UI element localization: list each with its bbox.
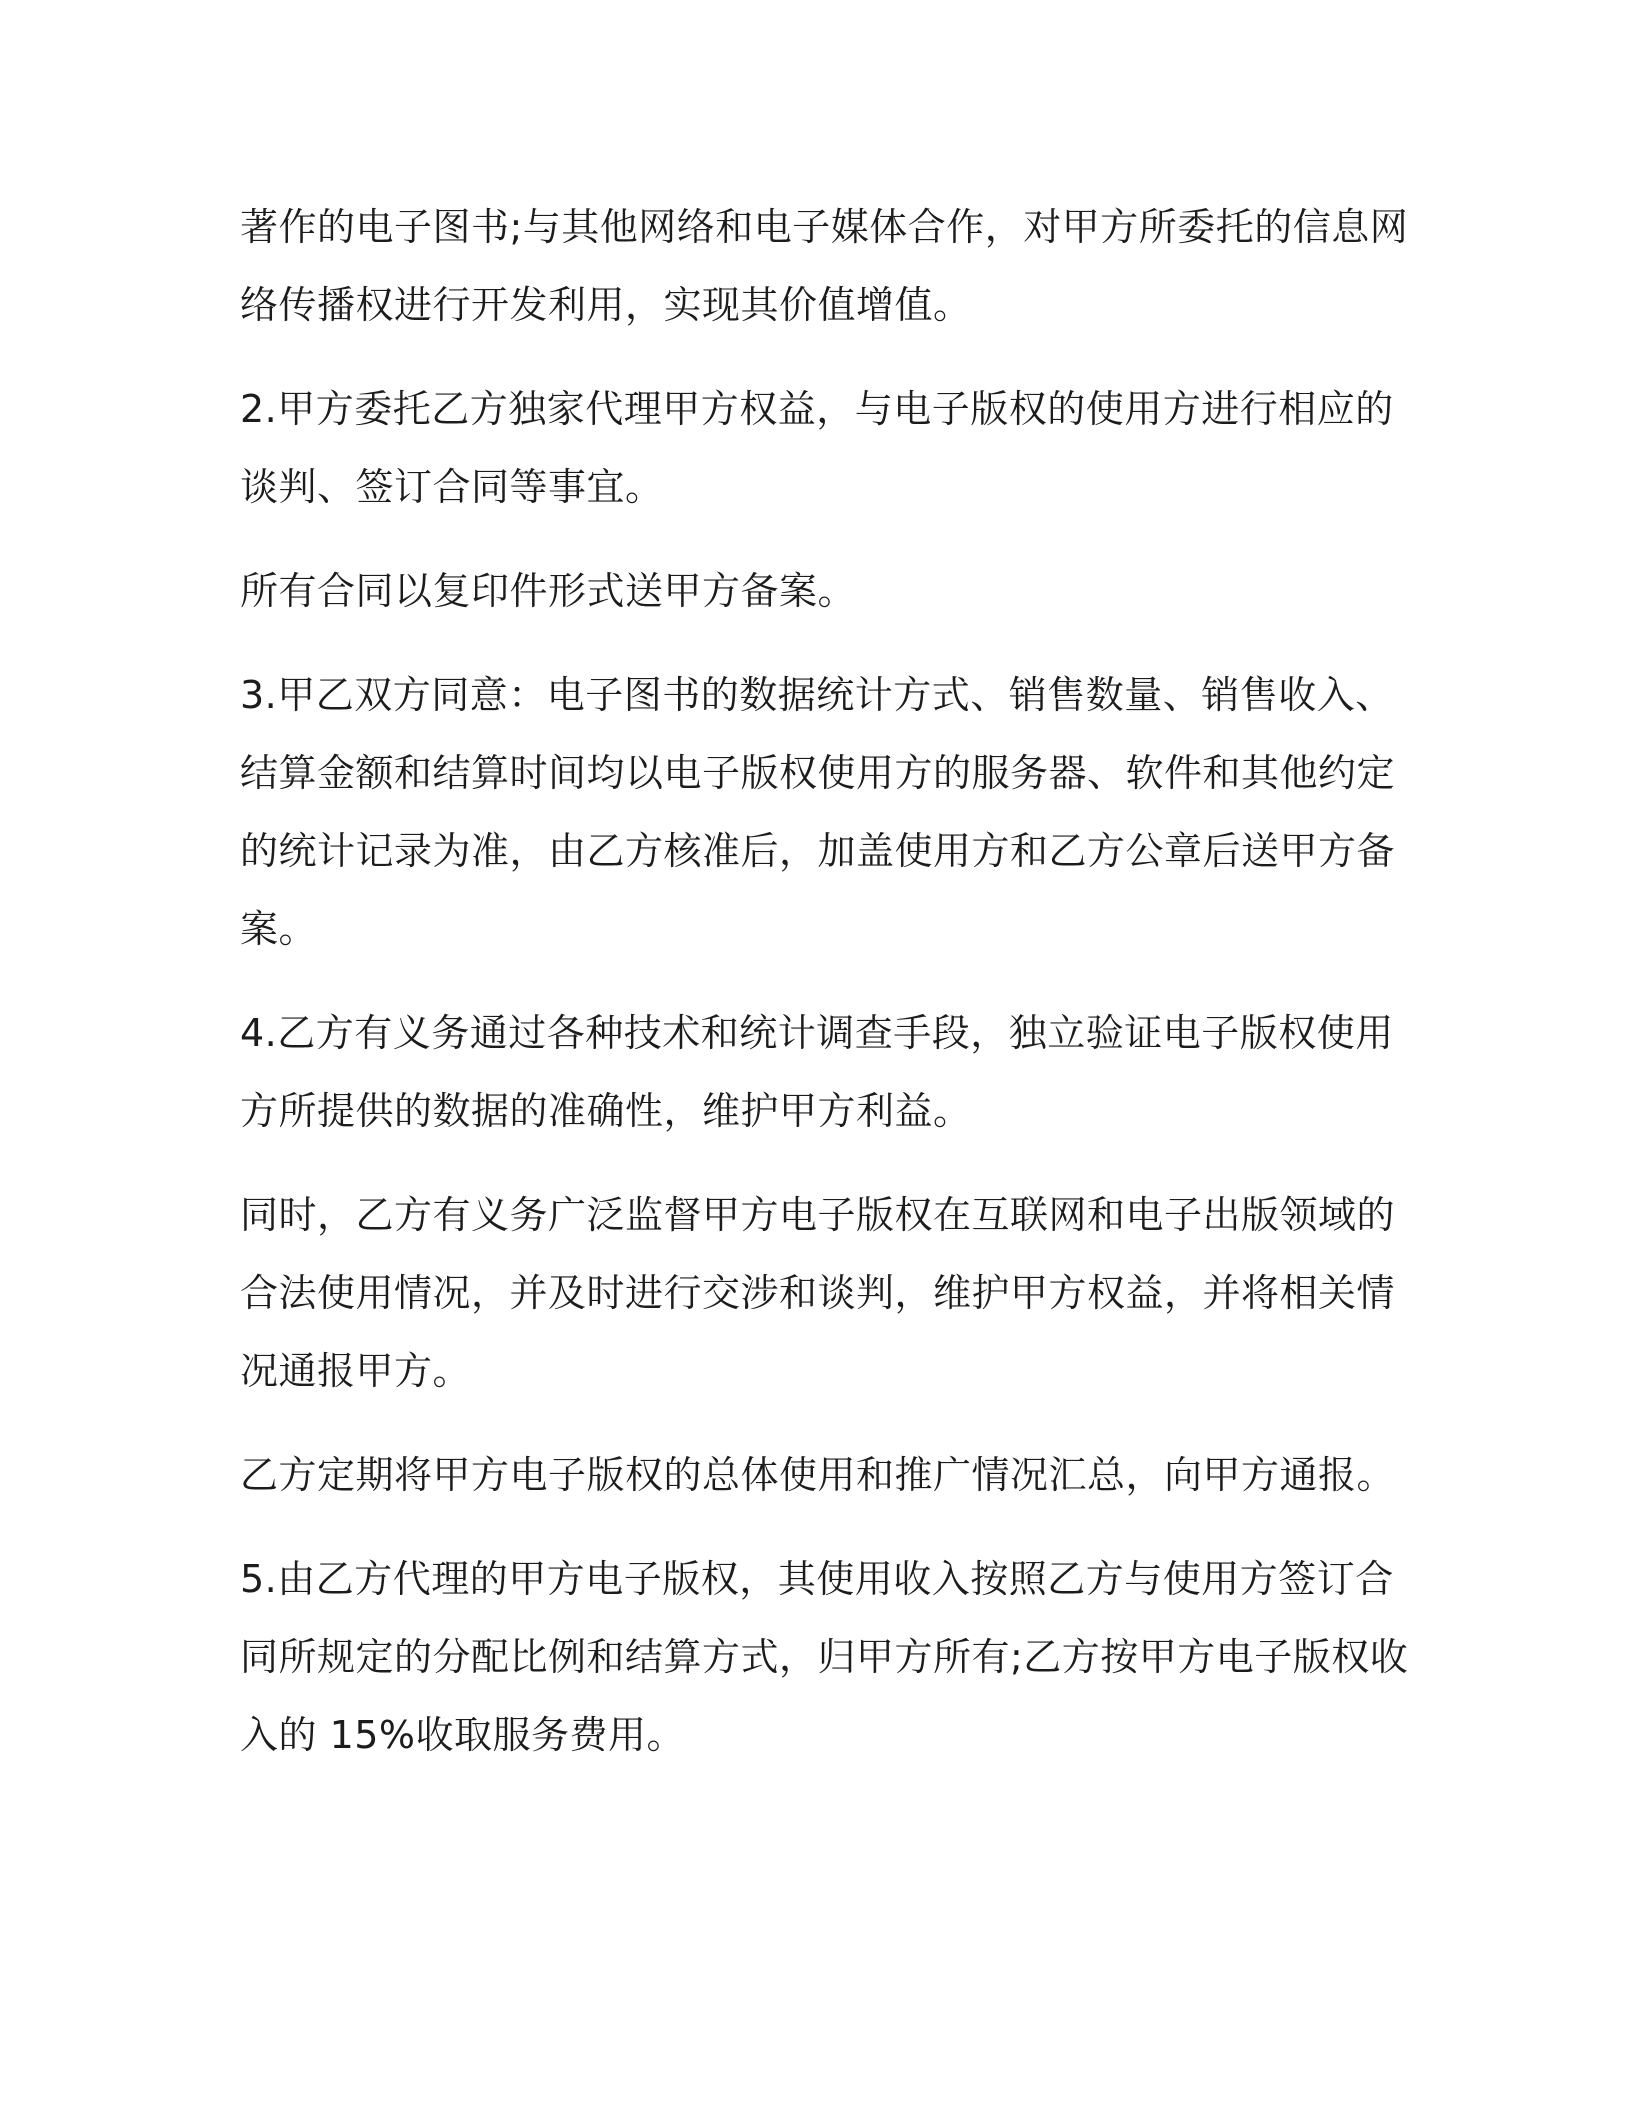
paragraph-periodic-report: [240, 1436, 1396, 1514]
paragraph-1: [240, 188, 1409, 344]
text-line: 况通报甲方。: [240, 1349, 472, 1393]
paragraph-clause-3: [240, 656, 1396, 968]
text-line: 结算金额和结算时间均以电子版权使用方的服务器、软件和其他约定: [240, 751, 1396, 795]
text-line: 2.甲方委托乙方独家代理甲方权益，与电子版权的使用方进行相应的: [240, 387, 1394, 431]
paragraph-contract-filing: [240, 552, 1390, 630]
text-line: 入的 15%收取服务费用。: [240, 1713, 686, 1757]
paragraph-clause-5: [240, 1540, 1409, 1774]
paragraph-supervision: [240, 1176, 1396, 1410]
text-line: 的统计记录为准，由乙方核准后，加盖使用方和乙方公章后送甲方备: [240, 829, 1396, 873]
text-line: 5.由乙方代理的甲方电子版权，其使用收入按照乙方与使用方签订合: [240, 1557, 1394, 1601]
text-line: 方所提供的数据的准确性，维护甲方利益。: [240, 1089, 972, 1133]
text-line: 著作的电子图书;与其他网络和电子媒体合作，对甲方所委托的信息网: [240, 205, 1409, 249]
text-line: 谈判、签订合同等事宜。: [240, 465, 664, 509]
text-line: 同时，乙方有义务广泛监督甲方电子版权在互联网和电子出版领域的: [240, 1193, 1396, 1237]
text-line: 同所规定的分配比例和结算方式，归甲方所有;乙方按甲方电子版权收: [240, 1635, 1409, 1679]
text-line: 所有合同以复印件形式送甲方备案。: [240, 569, 857, 613]
text-line: 案。: [240, 907, 318, 951]
document-body: [240, 188, 1409, 1800]
text-line: 4.乙方有义务通过各种技术和统计调查手段，独立验证电子版权使用: [240, 1011, 1394, 1055]
paragraph-clause-4: [240, 994, 1394, 1150]
paragraph-clause-2: [240, 370, 1394, 526]
text-line: 3.甲乙双方同意：电子图书的数据统计方式、销售数量、销售收入、: [240, 673, 1394, 717]
text-line: 合法使用情况，并及时进行交涉和谈判，维护甲方权益，并将相关情: [240, 1271, 1396, 1315]
text-line: 络传播权进行开发利用，实现其价值增值。: [240, 283, 972, 327]
text-line: 乙方定期将甲方电子版权的总体使用和推广情况汇总，向甲方通报。: [240, 1453, 1396, 1497]
